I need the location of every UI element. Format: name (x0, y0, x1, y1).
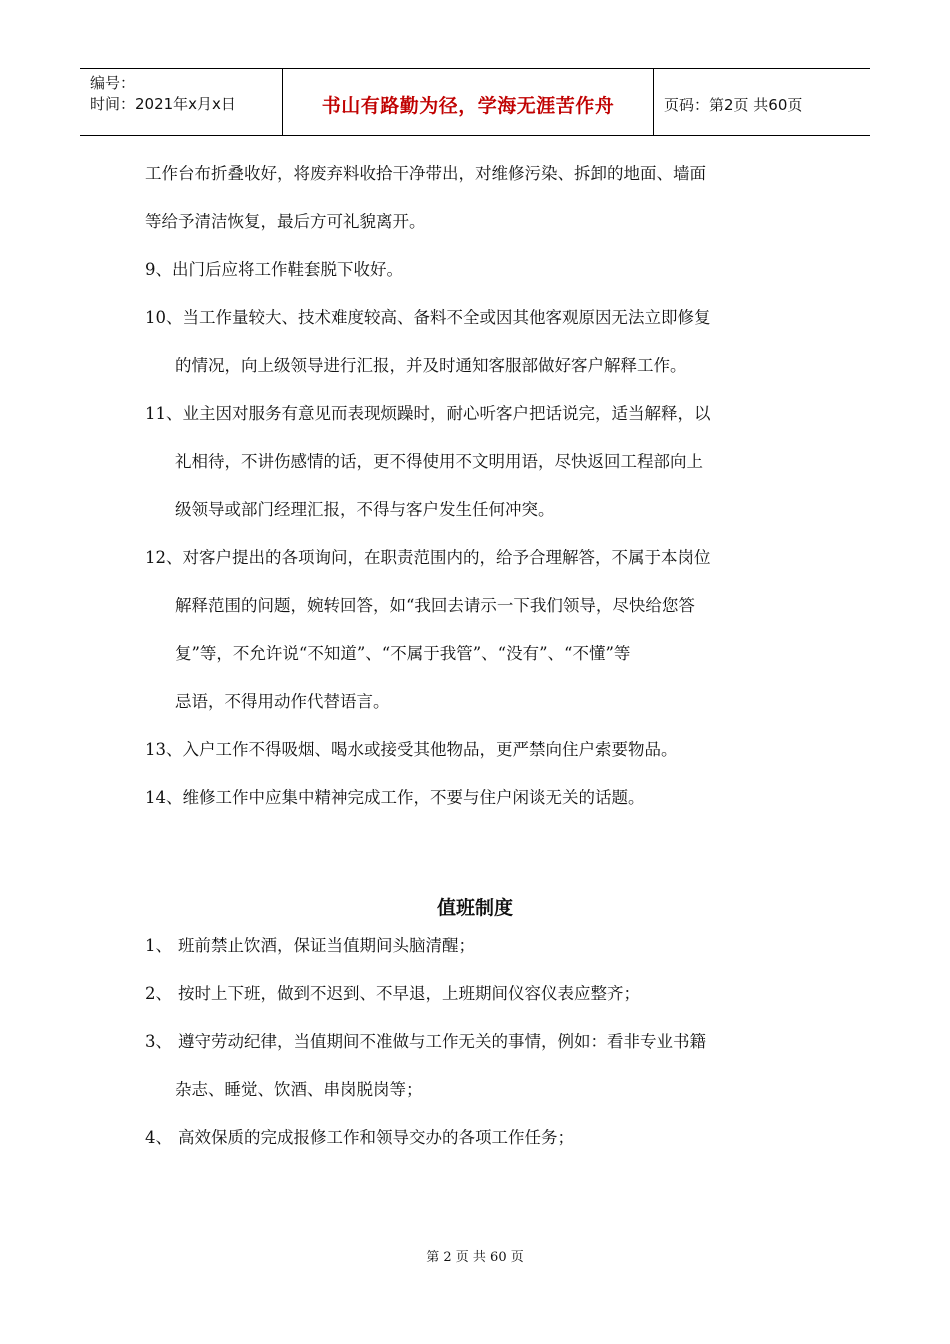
page-info-text: 页码：第2页 共60页 (664, 95, 803, 114)
list-item-11-continued: 礼相待，不讲伤感情的话，更不得使用不文明用语，尽快返回工程部向上 (175, 452, 703, 471)
duty-item-1 (145, 922, 825, 970)
paragraph-line: 等给予清洁恢复，最后方可礼貌离开。 (145, 212, 426, 231)
list-item-12: 12、对客户提出的各项询问，在职责范围内的，给予合理解答，不属于本岗位 (145, 548, 711, 567)
duty-item-number: 2、 (145, 984, 172, 1003)
duty-item-2 (145, 970, 825, 1018)
duty-list (145, 922, 825, 1162)
header-motto (282, 69, 654, 135)
list-item-12-continued: 解释范围的问题，婉转回答，如“我回去请示一下我们领导，尽快给您答 (175, 596, 695, 615)
list-item-14: 14、维修工作中应集中精神完成工作，不要与住户闲谈无关的话题。 (145, 788, 645, 807)
page-footer: 第 2 页 共 60 页 (426, 1250, 524, 1265)
paragraph-line: 工作台布折叠收好，将废弃料收拾干净带出，对维修污染、拆卸的地面、墙面 (145, 164, 706, 183)
duty-item-text: 杂志、睡觉、饮酒、串岗脱岗等； (175, 1080, 423, 1099)
duty-item-number: 1、 (145, 936, 172, 955)
list-item-10-continued: 的情况，向上级领导进行汇报，并及时通知客服部做好客户解释工作。 (175, 356, 687, 375)
duty-item-4 (145, 1114, 825, 1162)
duty-item-3-continued (145, 1066, 825, 1114)
duty-item-number: 3、 (145, 1032, 172, 1051)
header-page-info (654, 69, 870, 135)
list-item-12-continued: 忌语，不得用动作代替语言。 (175, 692, 390, 711)
duty-item-text: 班前禁止饮酒，保证当值期间头脑清醒； (178, 936, 475, 955)
document-time-label: 时间：2021年x月x日 (90, 95, 236, 113)
list-item-10: 10、当工作量较大、技术难度较高、备料不全或因其他客观原因无法立即修复 (145, 308, 711, 327)
page-header (80, 68, 870, 136)
motto-text: 书山有路勤为径，学海无涯苦作舟 (321, 94, 615, 117)
duty-item-text: 遵守劳动纪律，当值期间不准做与工作无关的事情，例如：看非专业书籍 (178, 1032, 706, 1051)
section-title: 值班制度 (436, 897, 513, 919)
list-item-11: 11、业主因对服务有意见而表现烦躁时，耐心听客户把话说完，适当解释，以 (145, 404, 711, 423)
body-content (145, 150, 825, 822)
duty-item-3 (145, 1018, 825, 1066)
list-item-11-continued: 级领导或部门经理汇报，不得与客户发生任何冲突。 (175, 500, 555, 519)
duty-item-text: 高效保质的完成报修工作和领导交办的各项工作任务； (178, 1128, 574, 1147)
header-left-cell (80, 69, 282, 135)
document-number-label: 编号： (90, 74, 136, 92)
duty-item-number: 4、 (145, 1128, 172, 1147)
list-item-13: 13、入户工作不得吸烟、喝水或接受其他物品，更严禁向住户索要物品。 (145, 740, 678, 759)
duty-item-text: 按时上下班，做到不迟到、不早退，上班期间仪容仪表应整齐； (178, 984, 640, 1003)
list-item-9: 9、出门后应将工作鞋套脱下收好。 (145, 260, 403, 279)
list-item-12-continued: 复”等，不允许说“不知道”、“不属于我管”、“没有”、“不懂”等 (175, 644, 631, 663)
